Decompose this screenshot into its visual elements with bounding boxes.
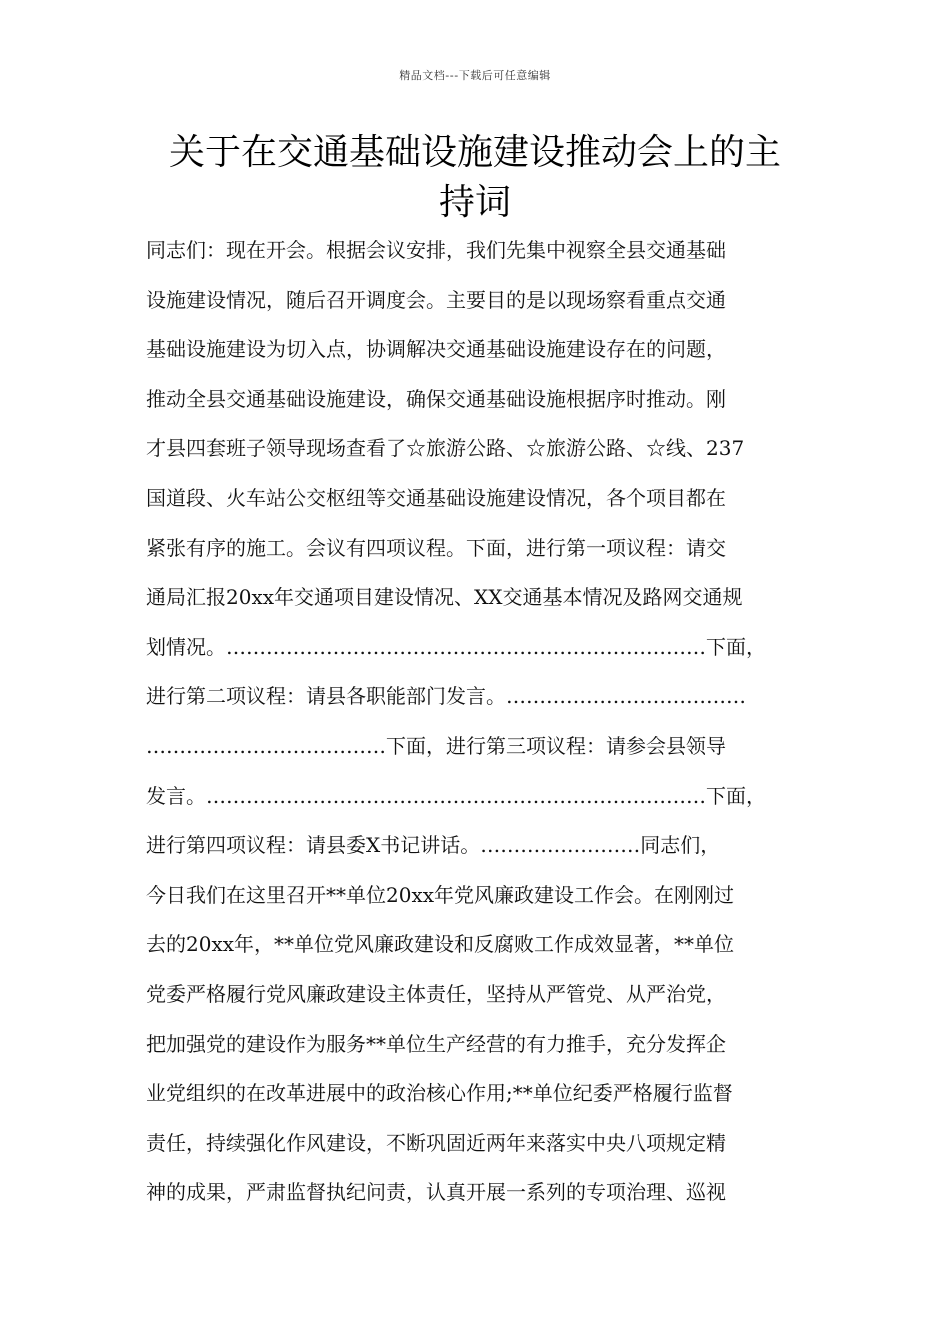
body-line: 责任，持续强化作风建设，不断巩固近两年来落实中央八项规定精 (146, 1130, 726, 1155)
body-line: 同志们：现在开会。根据会议安排，我们先集中视察全县交通基础 (146, 238, 726, 262)
body-line: 国道段、火车站公交枢纽等交通基础设施建设情况，各个项目都在 (146, 485, 726, 510)
body-line: 业党组织的在改革进展中的政治核心作用;**单位纪委严格履行监督 (146, 1081, 733, 1106)
body-line: 才县四套班子领导现场查看了☆旅游公路、☆旅游公路、☆线、237 (146, 436, 745, 461)
body-line: 设施建设情况，随后召开调度会。主要目的是以现场察看重点交通 (146, 287, 726, 312)
document-title-line-1: 关于在交通基础设施建设推动会上的主 (168, 132, 781, 173)
body-line: 紧张有序的施工。会议有四项议程。下面，进行第一项议程：请交 (146, 535, 726, 560)
body-line: 去的20xx年，**单位党风廉政建设和反腐败工作成效显著，**单位 (146, 932, 735, 957)
body-line: 通局汇报20xx年交通项目建设情况、XX交通基本情况及路网交通规 (146, 585, 743, 610)
body-line: 划情况。………………………………………………………………下面， (146, 634, 766, 659)
body-line: 今日我们在这里召开**单位20xx年党风廉政建设工作会。在刚刚过 (146, 882, 735, 907)
body-line: 推动全县交通基础设施建设，确保交通基础设施根据序时推动。刚 (146, 386, 726, 411)
body-line: ………………………………下面，进行第三项议程：请参会县领导 (146, 733, 726, 758)
body-line: 进行第四项议程：请县委X书记讲话。……………………同志们， (146, 833, 721, 858)
document-body (146, 230, 826, 1222)
document-header-note: 精品文档---下载后可任意编辑 (399, 69, 551, 82)
document-title-line-2: 持词 (438, 182, 511, 223)
body-line: 把加强党的建设作为服务**单位生产经营的有力推手，充分发挥企 (146, 1031, 726, 1056)
body-line: 基础设施建设为切入点，协调解决交通基础设施建设存在的问题， (146, 337, 726, 362)
document-title (120, 128, 830, 228)
body-line: 发言。…………………………………………………………………下面， (146, 783, 766, 808)
body-line: 神的成果，严肃监督执纪问责，认真开展一系列的专项治理、巡视 (146, 1180, 726, 1205)
body-line: 党委严格履行党风廉政建设主体责任，坚持从严管党、从严治党， (146, 981, 726, 1006)
body-line: 进行第二项议程：请县各职能部门发言。……………………………… (146, 684, 746, 709)
